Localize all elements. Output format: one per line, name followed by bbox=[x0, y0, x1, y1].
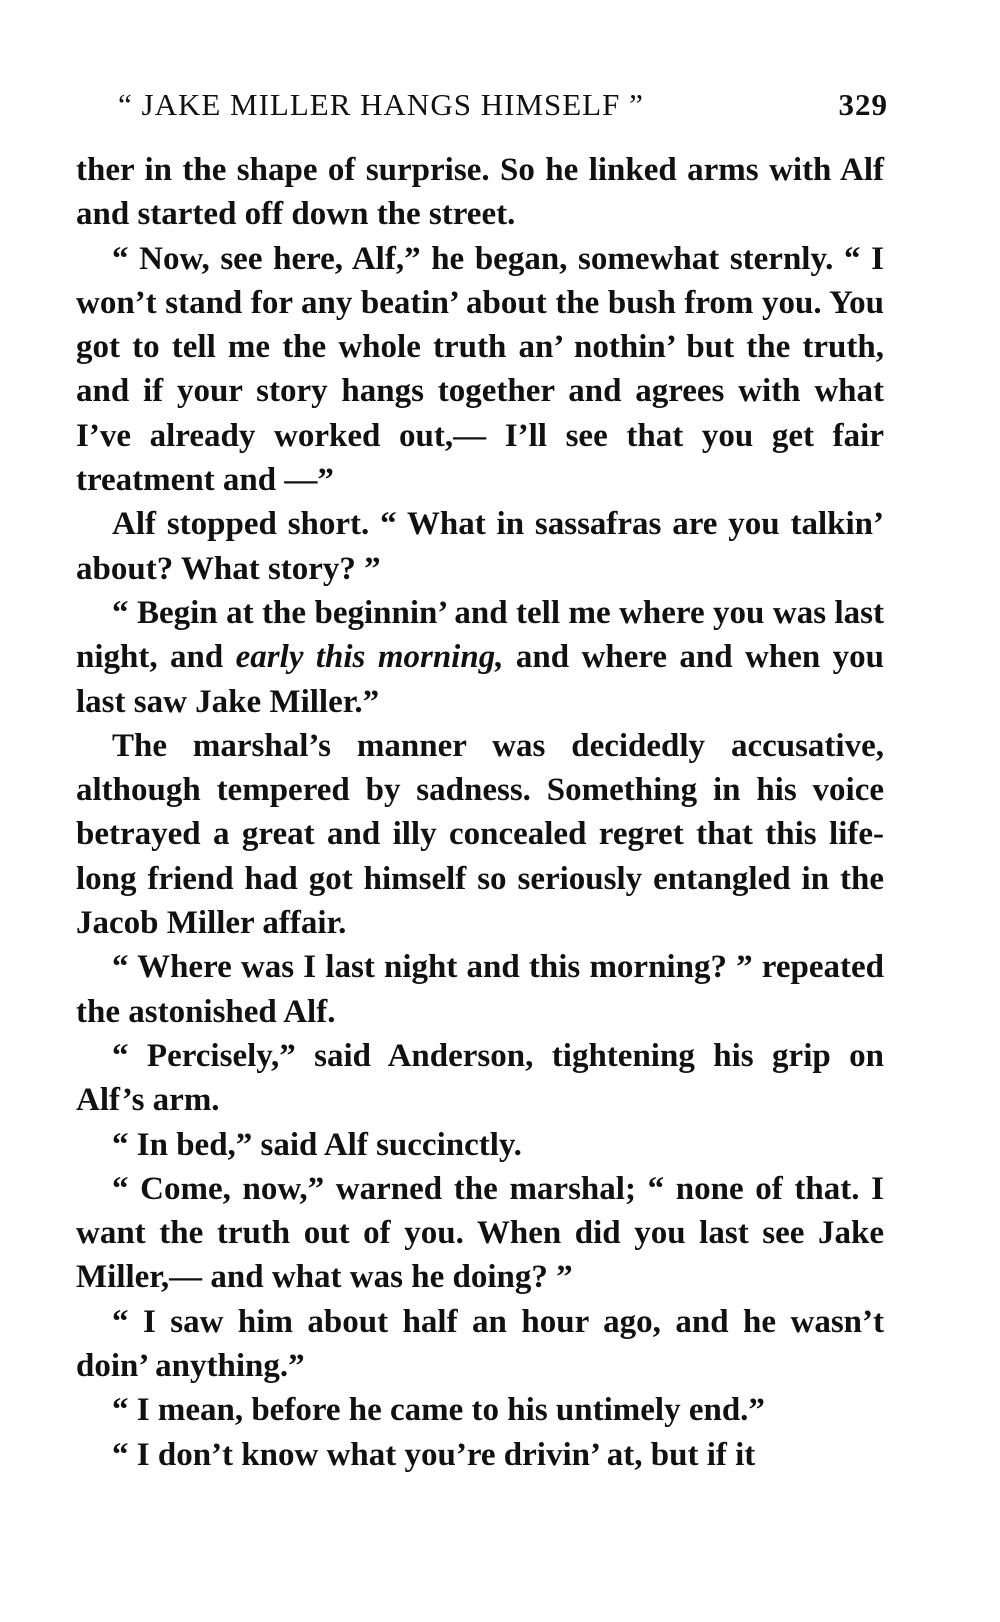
body-text bbox=[76, 148, 884, 1477]
paragraph-text: “ Come, now,” warned the marshal; “ none of that. I want the truth out of you. When did you last see Jake Miller,— and what was he doing? ” bbox=[76, 1170, 884, 1296]
paragraph bbox=[76, 1433, 884, 1477]
paragraph-text: “ Percisely,” said Anderson, tightening his grip on Alf’s arm. bbox=[76, 1037, 884, 1119]
paragraph bbox=[76, 237, 884, 503]
paragraph bbox=[76, 945, 884, 1034]
page-number: 329 bbox=[838, 87, 888, 122]
italic-text: early this morning, bbox=[235, 639, 504, 676]
paragraph bbox=[76, 502, 884, 591]
paragraph-text: “ In bed,” said Alf succinctly. bbox=[112, 1126, 522, 1163]
paragraph-text: and where and when you last saw Jake Miller.” bbox=[76, 639, 884, 720]
paragraph bbox=[76, 724, 884, 945]
paragraph bbox=[76, 1034, 884, 1123]
paragraph-text: Alf stopped short. “ What in sassafras are you talkin’ about? What story? ” bbox=[76, 506, 884, 587]
paragraph bbox=[76, 1388, 884, 1432]
paragraph-text: “ I don’t know what you’re drivin’ at, but if it bbox=[112, 1436, 756, 1473]
paragraph-text: “ I saw him about half an hour ago, and he wasn’t doin’ anything.” bbox=[76, 1303, 884, 1385]
paragraph bbox=[76, 1123, 884, 1167]
paragraph bbox=[76, 1300, 884, 1389]
paragraph-text: “ Now, see here, Alf,” he began, somewhat sternly. “ I won’t stand for any beatin’ about the bush from you. You got to tell me the whole truth an’ nothin’ but the truth, and if your story hangs together and agrees with what I’ve already worked out,— I’ll see that you get fair treatment and —” bbox=[76, 240, 884, 499]
running-title: “ JAKE MILLER HANGS HIMSELF ” bbox=[118, 87, 644, 122]
paragraph bbox=[76, 591, 884, 724]
paragraph-text: “ Where was I last night and this morning? ” repeated the astonished Alf. bbox=[76, 949, 884, 1030]
paragraph bbox=[76, 1167, 884, 1300]
paragraph-text: ther in the shape of surprise. So he linked arms with Alf and started off down the street. bbox=[76, 152, 884, 233]
paragraph bbox=[76, 148, 884, 237]
paragraph-text: The marshal’s manner was decidedly accusative, although tempered by sadness. Something in his voice betrayed a great and illy concealed regret that this life-long friend had got himself so seriously entangled in the Jacob Miller affair. bbox=[76, 727, 884, 942]
running-head bbox=[118, 80, 888, 130]
paragraph-text: “ I mean, before he came to his untimely end.” bbox=[112, 1392, 765, 1429]
paragraph-text: “ Begin at the beginnin’ and tell me where you was last night, and bbox=[76, 594, 884, 676]
